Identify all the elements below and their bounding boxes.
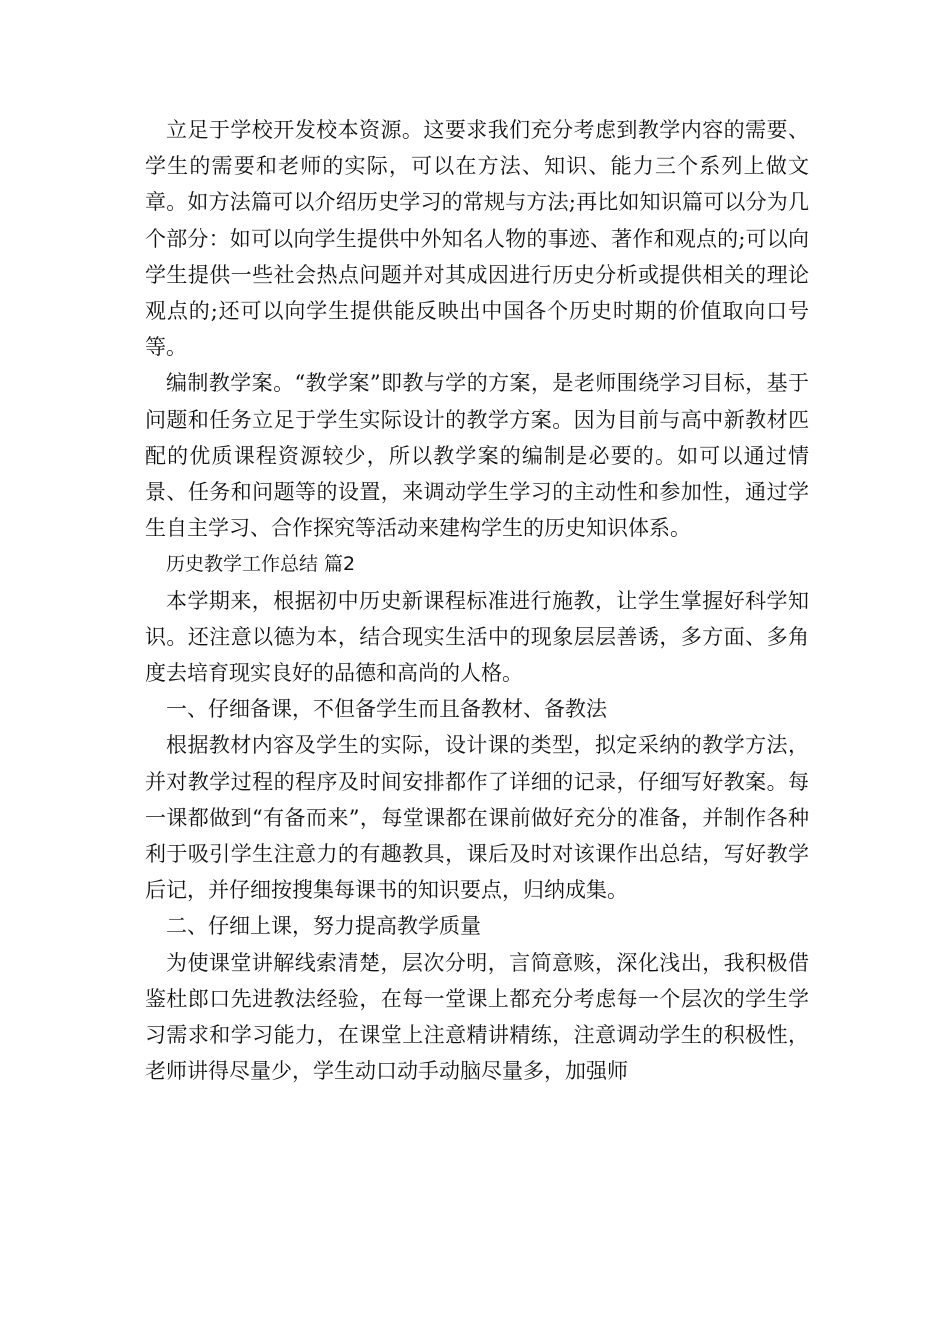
paragraph-teaching-plan: 编制教学案。“教学案”即教与学的方案，是老师围绕学习目标，基于问题和任务立足于学生实际设计的教学方案。因为目前与高中新教材匹配的优质课程资源较少，所以教学案的编制是必要的。如可以通过情景、任务和问题等的设置，来调动学生学习的主动性和参加性，通过学生自主学习、合作探究等活动来建构学生的历史知识体系。: [145, 371, 809, 541]
document-body: [145, 112, 809, 1089]
paragraph-lesson-prep: 根据教材内容及学生的实际，设计课的类型，拟定采纳的教学方法，并对教学过程的程序及时间安排都作了详细的记录，仔细写好教案。每一课都做到“有备而来”，每堂课都在课前做好充分的准备，并制作各种利于吸引学生注意力的有趣教具，课后及时对该课作出总结，写好教学后记，并仔细按搜集每课书的知识要点，归纳成集。: [145, 733, 809, 903]
paragraph-school-resources: 立足于学校开发校本资源。这要求我们充分考虑到教学内容的需要、学生的需要和老师的实际，可以在方法、知识、能力三个系列上做文章。如方法篇可以介绍历史学习的常规与方法;再比如知识篇可以分为几个部分：如可以向学生提供中外知名人物的事迹、著作和观点的;可以向学生提供一些社会热点问题并对其成因进行历史分析或提供相关的理论观点的;还可以向学生提供能反映出中国各个历史时期的价值取向口号等。: [145, 118, 809, 360]
paragraph-semester-intro: 本学期来，根据初中历史新课程标准进行施教，让学生掌握好科学知识。还注意以德为本，结合现实生活中的现象层层善诱，多方面、多角度去培育现实良好的品德和高尚的人格。: [145, 588, 809, 686]
heading-teaching-quality: 二、仔细上课，努力提高教学质量: [166, 914, 481, 939]
section-title: 历史教学工作总结 篇2: [166, 553, 356, 576]
heading-lesson-prep: 一、仔细备课，不但备学生而且备教材、备教法: [166, 697, 607, 722]
paragraph-teaching-quality: 为使课堂讲解线索清楚，层次分明，言简意赅，深化浅出，我积极借鉴杜郎口先进教法经验，在每一堂课上都充分考虑每一个层次的学生学习需求和学习能力，在课堂上注意精讲精练，注意调动学生的积极性，老师讲得尽量少，学生动口动手动脑尽量多，加强师: [145, 950, 809, 1084]
